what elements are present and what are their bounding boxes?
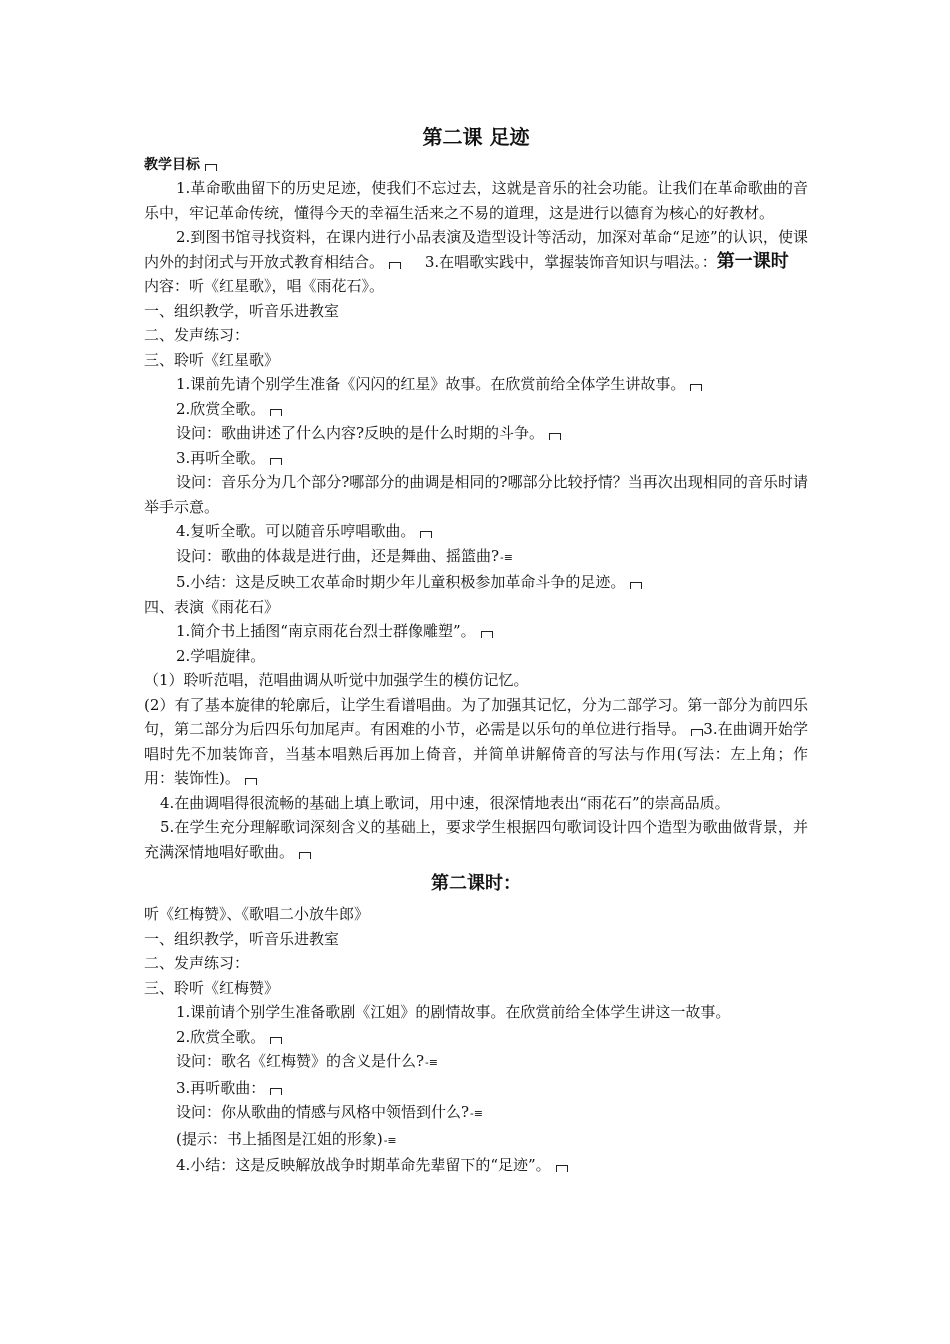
paragraph-mark-icon [420,531,432,538]
lesson2-heading: 第二课时： [431,873,521,894]
paragraph-mark-icon [270,1037,282,1044]
paragraph-mark-icon [270,1088,282,1095]
lesson2-step-3-4: 4.小结：这是反映解放战争时期革命先辈留下的“足迹”。 [144,1153,808,1178]
lesson2-question-1: 设问：歌名《红梅赞》的含义是什么?-≡ [176,1052,438,1070]
objective-1: 1.革命歌曲留下的历史足迹，使我们不忘过去，这就是音乐的社会功能。让我们在革命歌曲的音乐中，牢记革命传统，懂得今天的幸福生活来之不易的道理，这是进行以德育为核心的好教材。 [144,179,808,222]
lesson2-step-3-1: 1.课前请个别学生准备歌剧《江姐》的剧情故事。在欣赏前给全体学生讲这一故事。 [176,1003,731,1021]
paragraph-mark-icon [481,631,493,638]
paragraph-mark-icon [245,778,257,785]
lesson1-step-3: 三、聆听《红星歌》 [144,350,280,369]
lesson1-step-3-4: 4.复听全歌。可以随音乐哼唱歌曲。 [144,519,808,544]
document-body [144,122,808,1178]
lesson1-step-4-4: 4.在曲调唱得很流畅的基础上填上歌词，用中速，很深情地表出“雨花石”的崇高品质。 [160,793,730,812]
paragraph-mark-icon [549,433,561,440]
lesson2-step-3: 三、聆听《红梅赞》 [144,978,280,997]
lesson1-step-4: 四、表演《雨花石》 [144,597,280,616]
paragraph-mark-icon [205,164,217,171]
paragraph-mark-icon [690,384,702,391]
lesson1-question-3: 设问：歌曲的体裁是进行曲，还是舞曲、摇篮曲?-≡ [176,546,513,565]
paragraph-mark-icon [389,262,401,269]
document-title: 第二课 足迹 [422,125,530,149]
paragraph-mark-icon [691,729,703,736]
lesson1-step-4-1: 1.简介书上插图“南京雨花台烈士群像雕塑”。 [144,619,808,644]
lesson1-step-3-3: 3.再听全歌。 [144,446,808,471]
lesson1-step-3-2: 2.欣赏全歌。 [144,397,808,422]
lesson1-step-2: 二、发声练习： [144,326,250,344]
line-break-mark-icon: -≡ [500,550,513,564]
lesson2-hint: (提示：书上插图是江姐的形象)-≡ [176,1129,397,1148]
lesson2-step-1: 一、组织教学，听音乐进教室 [144,929,340,948]
lesson1-point-2: (2）有了基本旋律的轮廓后，让学生看谱唱曲。为了加强其记忆，分为二部学习。第一部分为前四乐句，第二部分为后四乐句加尾声。有困难的小节，必需是以乐句的单位进行指导。 3.在曲调开始学唱时先不加装饰音，当基本唱熟后再加上倚音，并简单讲解倚音的写法与作用(写法：左上角；作用：装饰性)。 [144,695,808,787]
lesson1-content: 内容：听《红星歌》，唱《雨花石》。 [144,277,385,295]
lesson1-heading: 第一课时 [716,250,789,272]
lesson2-content: 听《红梅赞》、《歌唱二小放牛郎》 [144,905,370,923]
lesson1-point-1: （1）聆听范唱，范唱曲调从听觉中加强学生的模仿记忆。 [144,671,529,689]
line-break-mark-icon: -≡ [470,1107,483,1120]
paragraph-mark-icon [270,409,282,416]
lesson1-question-2: 设问：音乐分为几个部分?哪部分的曲调是相同的?哪部分比较抒情？当再次出现相同的音乐时请举手示意。 [144,473,808,516]
lesson1-step-3-1: 1.课前先请个别学生准备《闪闪的红星》故事。在欣赏前给全体学生讲故事。 [144,372,808,397]
lesson1-question-1: 设问：歌曲讲述了什么内容?反映的是什么时期的斗争。 [144,421,808,446]
lesson2-question-2: 设问：你从歌曲的情感与风格中领悟到什么?-≡ [176,1103,483,1121]
lesson1-step-3-5: 5.小结：这是反映工农革命时期少年儿童积极参加革命斗争的足迹。 [144,570,808,595]
line-break-mark-icon: -≡ [383,1133,397,1147]
lesson1-step-4-2: 2.学唱旋律。 [176,646,266,665]
objective-2: 2.到图书馆寻找资料，在课内进行小品表演及造型设计等活动，加深对革命“足迹”的认识，使课内外的封闭式与开放式教育相结合。 3.在唱歌实践中，掌握装饰音知识与唱法。：第一课时 [144,228,808,272]
lesson2-step-3-3: 3.再听歌曲： [144,1076,808,1101]
objectives-heading: 教学目标 [144,154,808,176]
paragraph-mark-icon [299,852,311,859]
paragraph-mark-icon [556,1165,568,1172]
lesson2-step-2: 二、发声练习： [144,954,250,972]
lesson2-step-3-2: 2.欣赏全歌。 [144,1025,808,1050]
paragraph-mark-icon [270,458,282,465]
lesson1-step-4-5: 5.在学生充分理解歌词深刻含义的基础上，要求学生根据四句歌词设计四个造型为歌曲做背景，并充满深情地唱好歌曲。 [144,818,808,861]
line-break-mark-icon: -≡ [425,1056,438,1069]
lesson1-step-1: 一、组织教学，听音乐进教室 [144,301,340,320]
paragraph-mark-icon [630,582,642,589]
